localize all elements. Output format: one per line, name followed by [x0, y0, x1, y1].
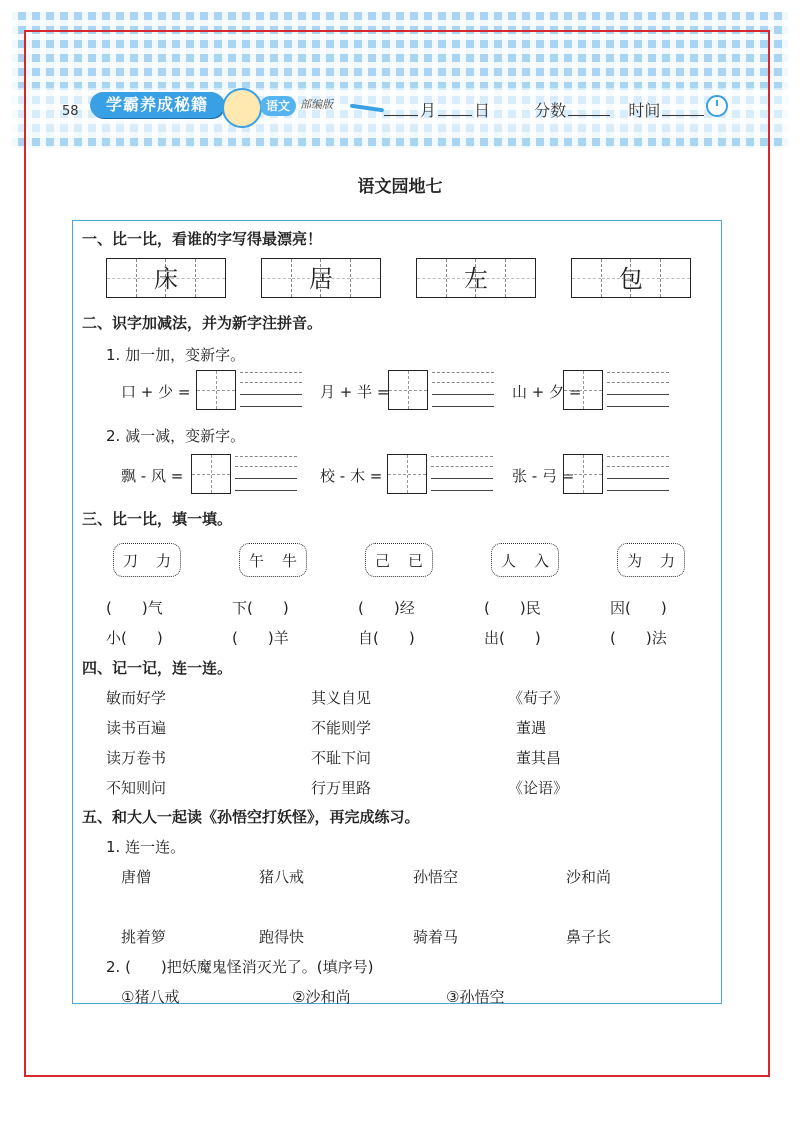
- fill-blank[interactable]: ( )气: [106, 599, 163, 617]
- writing-grid-1[interactable]: [106, 258, 226, 298]
- answer-grid[interactable]: [191, 454, 231, 494]
- fill-blank[interactable]: 小( ): [106, 629, 163, 647]
- option-item: ③孙悟空: [446, 988, 505, 1006]
- section1-heading: 一、比一比，看谁的字写得最漂亮！: [82, 230, 323, 248]
- page-number: 58: [62, 104, 79, 119]
- month-blank[interactable]: [384, 101, 418, 116]
- subject-badge: 语文: [260, 96, 296, 116]
- proverb-item[interactable]: 不知则问: [106, 779, 167, 797]
- match-label: 1. 连一连。: [106, 838, 186, 856]
- fill-blank[interactable]: 下( ): [232, 599, 289, 617]
- fill-blank[interactable]: ( )民: [484, 599, 541, 617]
- writing-grid-2[interactable]: [261, 258, 381, 298]
- answer-grid[interactable]: [563, 370, 603, 410]
- subtract-label: 2. 减一减，变新字。: [106, 427, 246, 445]
- section5-heading: 五、和大人一起读《孙悟空打妖怪》，再完成练习。: [82, 808, 420, 826]
- char-pair-box: 人 入: [491, 543, 559, 577]
- char-pair-box: 己 已: [365, 543, 433, 577]
- date-score-line: [382, 98, 706, 121]
- character-trait[interactable]: 跑得快: [259, 928, 305, 946]
- source-item[interactable]: 董其昌: [516, 749, 562, 767]
- model-char: 床: [154, 265, 178, 293]
- model-char: 左: [464, 265, 488, 293]
- time-label: 时间: [628, 101, 661, 120]
- fill-blank[interactable]: ( )法: [610, 629, 667, 647]
- proverb-item[interactable]: 敏而好学: [106, 689, 167, 707]
- writing-grid-3[interactable]: [416, 258, 536, 298]
- proverb-item[interactable]: 读万卷书: [106, 749, 167, 767]
- subtract-item-3: 张 - 弓 =: [512, 467, 575, 485]
- model-char: 居: [309, 265, 333, 293]
- day-label: 日: [474, 101, 491, 120]
- char-pair-box: 午 牛: [239, 543, 307, 577]
- pinyin-lines[interactable]: [607, 454, 669, 492]
- character-name[interactable]: 猪八戒: [259, 868, 305, 886]
- add-item-3: 山 + 夕 =: [512, 383, 582, 401]
- subtract-item-2: 校 - 木 =: [320, 467, 383, 485]
- mascot-icon: [222, 88, 262, 128]
- char-pair-box: 为 力: [617, 543, 685, 577]
- character-name[interactable]: 唐僧: [121, 868, 152, 886]
- character-name[interactable]: 沙和尚: [566, 868, 612, 886]
- proverb-item[interactable]: 行万里路: [311, 779, 372, 797]
- fill-blank[interactable]: ( )羊: [232, 629, 289, 647]
- character-trait[interactable]: 挑着箩: [121, 928, 167, 946]
- section2-heading: 二、识字加减法，并为新字注拼音。: [82, 314, 323, 332]
- pinyin-lines[interactable]: [431, 454, 493, 492]
- add-item-1: 口 + 少 =: [121, 383, 191, 401]
- pinyin-lines[interactable]: [607, 370, 669, 408]
- section3-heading: 三、比一比，填一填。: [82, 510, 233, 528]
- source-item[interactable]: 《荀子》: [508, 689, 569, 707]
- proverb-item[interactable]: 读书百遍: [106, 719, 167, 737]
- score-blank[interactable]: [568, 101, 610, 116]
- fill-blank[interactable]: 出( ): [484, 629, 541, 647]
- page-title: 语文园地七: [357, 177, 443, 197]
- score-label: 分数: [534, 101, 567, 120]
- answer-grid[interactable]: [387, 454, 427, 494]
- character-trait[interactable]: 骑着马: [413, 928, 459, 946]
- answer-grid[interactable]: [388, 370, 428, 410]
- source-item[interactable]: 《论语》: [508, 779, 569, 797]
- add-item-2: 月 + 半 =: [320, 383, 390, 401]
- character-trait[interactable]: 鼻子长: [566, 928, 612, 946]
- pinyin-lines[interactable]: [240, 370, 302, 408]
- option-item: ①猪八戒: [121, 988, 180, 1006]
- brand-logo: 学霸养成秘籍: [90, 92, 224, 118]
- month-label: 月: [420, 101, 437, 120]
- clock-icon: [706, 95, 728, 117]
- character-name[interactable]: 孙悟空: [413, 868, 459, 886]
- answer-grid[interactable]: [563, 454, 603, 494]
- section4-heading: 四、记一记，连一连。: [82, 659, 233, 677]
- add-label: 1. 加一加，变新字。: [106, 346, 246, 364]
- day-blank[interactable]: [438, 101, 472, 116]
- answer-grid[interactable]: [196, 370, 236, 410]
- pinyin-lines[interactable]: [432, 370, 494, 408]
- option-item: ②沙和尚: [292, 988, 351, 1006]
- source-item[interactable]: 董遇: [516, 719, 547, 737]
- proverb-item[interactable]: 不能则学: [311, 719, 372, 737]
- char-pair-box: 刀 力: [113, 543, 181, 577]
- writing-grid-4[interactable]: [571, 258, 691, 298]
- subtract-item-1: 飘 - 风 =: [121, 467, 184, 485]
- proverb-item[interactable]: 其义自见: [311, 689, 372, 707]
- fill-blank[interactable]: ( )经: [358, 599, 415, 617]
- question-2[interactable]: 2. ( )把妖魔鬼怪消灭光了。(填序号): [106, 958, 374, 976]
- fill-blank[interactable]: 因( ): [610, 599, 667, 617]
- edition-label: 部编版: [300, 98, 333, 111]
- proverb-item[interactable]: 不耻下问: [311, 749, 372, 767]
- pinyin-lines[interactable]: [235, 454, 297, 492]
- fill-blank[interactable]: 自( ): [358, 629, 415, 647]
- model-char: 包: [619, 265, 643, 293]
- time-blank[interactable]: [662, 101, 704, 116]
